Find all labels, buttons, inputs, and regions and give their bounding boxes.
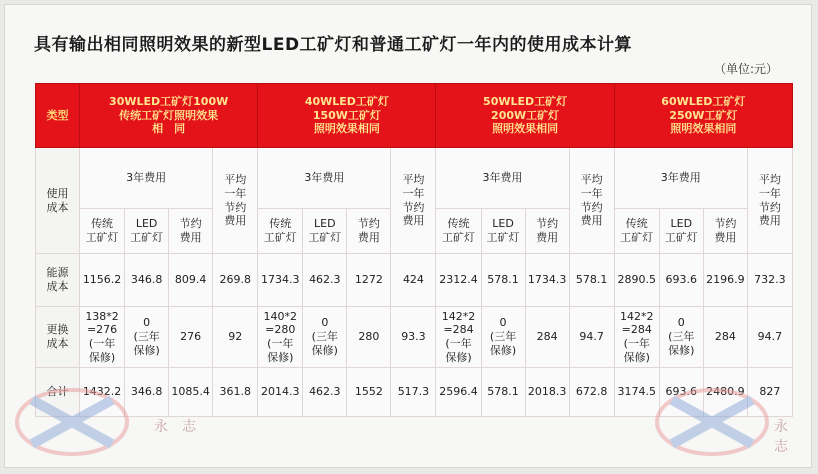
cell-line: 费用: [402, 214, 425, 228]
cell-line: 150W工矿灯: [312, 108, 381, 122]
cell-line: 578.1: [487, 385, 519, 399]
cell-line: 费用: [758, 214, 781, 228]
energy-cost-row: [36, 254, 793, 307]
cell-line: 2312.4: [439, 273, 478, 287]
cell-line: (三年: [668, 330, 695, 344]
group-header: [258, 84, 436, 148]
avg-annual-saving-header: [213, 148, 258, 254]
value-cell-avg: [391, 368, 436, 417]
value-cell-led: [303, 307, 347, 368]
cell-line: 0: [321, 316, 329, 330]
group-header: [80, 84, 258, 148]
cell-line: 工矿灯: [263, 231, 297, 244]
cell-line: 费用: [179, 231, 202, 244]
cell-line: 462.3: [309, 273, 341, 287]
value-cell-trad: [436, 368, 481, 417]
saving-header: [703, 209, 747, 254]
cell-line: 280: [358, 330, 380, 344]
cell-line: 0: [143, 316, 151, 330]
cell-line: 361.8: [219, 385, 251, 399]
value-cell-avg: [213, 254, 258, 307]
value-cell-save: [525, 254, 569, 307]
avg-annual-saving-header: [747, 148, 792, 254]
cell-line: 2890.5: [617, 273, 656, 287]
cell-line: 2014.3: [261, 385, 300, 399]
led-lamp-header: [481, 209, 525, 254]
cell-line: 一年: [224, 186, 247, 200]
cell-line: 276: [180, 330, 202, 344]
row-label: [36, 307, 80, 368]
cell-line: 工矿灯: [85, 231, 119, 244]
avg-annual-saving-header: [391, 148, 436, 254]
cell-line: 142*2: [441, 309, 476, 323]
cell-line: (三年: [311, 330, 338, 344]
cell-line: 保修): [668, 343, 695, 357]
value-cell-avg: [569, 307, 614, 368]
cell-line: 1432.2: [82, 385, 122, 399]
cell-line: 693.6: [665, 385, 698, 399]
unit-note: （单位:元）: [713, 62, 778, 76]
value-cell-save: [169, 307, 213, 368]
cell-line: 517.3: [397, 385, 430, 399]
value-cell-led: [659, 368, 703, 417]
led-lamp-header: [125, 209, 169, 254]
cell-line: 工矿灯: [664, 231, 698, 244]
row-label: [36, 254, 80, 307]
value-cell-save: [703, 254, 747, 307]
cell-line: 40WLED工矿灯: [304, 94, 389, 108]
cell-line: 传统: [269, 217, 292, 231]
value-cell-save: [347, 254, 391, 307]
cell-line: 保修): [311, 343, 338, 357]
cell-line: 传统: [625, 217, 648, 231]
cell-line: (一年: [88, 337, 116, 350]
cell-line: 照明效果相同: [313, 122, 380, 136]
cell-line: 93.3: [401, 330, 426, 344]
cell-line: 费用: [536, 231, 559, 244]
value-cell-trad: [614, 307, 659, 368]
cell-line: 工矿灯: [130, 231, 164, 244]
cell-line: 809.4: [174, 273, 207, 287]
cell-line: 50WLED工矿灯: [483, 94, 568, 108]
cell-line: LED: [492, 217, 514, 231]
cell-line: 节约: [580, 200, 603, 214]
three-year-header: 3年费用: [80, 148, 213, 209]
cell-line: 更换: [46, 323, 69, 337]
cell-line: 节约: [402, 200, 425, 214]
cell-line: 工矿灯: [442, 231, 475, 244]
value-cell-led: [659, 307, 703, 368]
traditional-lamp-header: [80, 209, 125, 254]
cell-line: LED: [314, 217, 336, 231]
saving-header: [169, 209, 213, 254]
cell-line: 346.8: [130, 385, 163, 399]
cell-line: 保修): [267, 350, 294, 364]
cell-line: 462.3: [309, 385, 341, 399]
cell-line: 284: [536, 330, 558, 344]
cell-line: 2480.9: [706, 385, 745, 399]
value-cell-trad: [80, 307, 125, 368]
cell-line: 424: [402, 273, 424, 287]
cell-line: 传统: [447, 217, 470, 231]
value-cell-save: [703, 368, 747, 417]
value-cell-led: [303, 254, 347, 307]
cell-line: 30WLED工矿灯100W: [109, 94, 229, 108]
cell-line: 一年: [580, 186, 603, 200]
cell-line: 827: [759, 385, 781, 399]
cell-line: 平均: [758, 173, 781, 186]
cell-line: LED: [135, 217, 158, 231]
cell-line: 传统: [91, 217, 114, 231]
cell-line: 2596.4: [439, 385, 478, 399]
group-header: [436, 84, 614, 148]
cell-line: 照明效果相同: [670, 122, 737, 136]
document-frame: [4, 4, 812, 468]
cell-line: 节约: [179, 217, 202, 231]
cell-line: 费用: [224, 214, 247, 228]
cell-line: 578.1: [487, 273, 519, 287]
saving-header: [525, 209, 569, 254]
row-label-usage-cost: [36, 148, 80, 254]
value-cell-led: [125, 254, 169, 307]
three-year-header: 3年费用: [258, 148, 391, 209]
value-cell-trad: [614, 368, 659, 417]
cell-line: 节约: [714, 217, 737, 231]
cell-line: 346.8: [130, 273, 163, 287]
cell-line: 142*2: [619, 309, 654, 323]
value-cell-led: [125, 368, 169, 417]
value-cell-save: [525, 307, 569, 368]
cell-line: =280: [265, 323, 296, 337]
type-header: 类型: [36, 84, 80, 148]
cell-line: 保修): [133, 343, 160, 357]
value-cell-save: [347, 368, 391, 417]
watermark-text-right: 永 志: [774, 419, 802, 455]
cell-line: 578.1: [575, 273, 608, 287]
cell-line: 693.6: [665, 273, 698, 287]
watermark-text-left: 永 志: [154, 419, 196, 435]
value-cell-trad: [258, 307, 303, 368]
cell-line: 成本: [46, 200, 69, 214]
cell-line: 一年: [758, 186, 781, 200]
cell-line: 3174.5: [617, 385, 656, 399]
cell-line: (一年: [445, 337, 472, 350]
value-cell-avg: [747, 368, 792, 417]
cell-line: 成本: [46, 337, 69, 350]
traditional-lamp-header: [258, 209, 303, 254]
cell-line: 能源: [46, 266, 69, 280]
value-cell-avg: [391, 254, 436, 307]
cell-line: =284: [443, 323, 474, 337]
cell-line: 1085.4: [171, 385, 210, 399]
cell-line: 节约: [357, 217, 380, 231]
cell-line: 2196.9: [706, 273, 745, 287]
cell-line: LED: [670, 217, 693, 231]
value-cell-trad: [614, 254, 659, 307]
value-cell-trad: [436, 307, 481, 368]
value-cell-trad: [436, 254, 481, 307]
cell-line: 94.7: [579, 330, 604, 344]
value-cell-avg: [569, 368, 614, 417]
cell-line: 平均: [580, 173, 603, 186]
cost-table: [35, 83, 793, 417]
traditional-lamp-header: [614, 209, 659, 254]
cell-line: (三年: [489, 330, 517, 344]
value-cell-led: [481, 254, 525, 307]
value-cell-led: [303, 368, 347, 417]
cell-line: 工矿灯: [486, 231, 520, 244]
cell-line: 成本: [46, 280, 69, 293]
cell-line: 保修): [445, 350, 472, 364]
cell-line: =284: [621, 323, 652, 337]
value-cell-save: [169, 254, 213, 307]
cell-line: 1156.2: [82, 273, 122, 287]
cell-line: 合计: [46, 385, 69, 399]
value-cell-avg: [747, 307, 792, 368]
cell-line: 照明效果相同: [492, 122, 559, 136]
value-cell-save: [169, 368, 213, 417]
cell-line: 1734.3: [261, 273, 300, 287]
cell-line: (一年: [623, 337, 650, 350]
cell-line: 平均: [402, 173, 425, 186]
cell-line: 保修): [623, 350, 650, 364]
value-cell-avg: [569, 254, 614, 307]
cell-line: 节约: [536, 217, 559, 231]
cell-line: 94.7: [757, 330, 783, 344]
cell-line: 2018.3: [527, 385, 567, 399]
cell-line: (三年: [133, 330, 160, 344]
cell-line: 工矿灯: [308, 231, 342, 244]
cell-line: 60WLED工矿灯: [661, 94, 746, 108]
cell-line: (一年: [267, 337, 294, 350]
cell-line: 0: [499, 316, 507, 330]
value-cell-led: [481, 307, 525, 368]
cell-line: 工矿灯: [620, 231, 654, 244]
cell-line: 节约: [758, 200, 781, 214]
group-header: [614, 84, 792, 148]
cell-line: 0: [677, 316, 685, 330]
cell-line: =276: [86, 323, 118, 337]
value-cell-save: [525, 368, 569, 417]
value-cell-trad: [258, 368, 303, 417]
cell-line: 92: [228, 330, 243, 344]
cell-line: 732.3: [754, 273, 786, 287]
led-lamp-header: [659, 209, 703, 254]
value-cell-led: [481, 368, 525, 417]
led-lamp-header: [303, 209, 347, 254]
cell-line: 保修): [88, 350, 116, 364]
three-year-header: 3年费用: [614, 148, 747, 209]
cell-line: 使用: [46, 186, 69, 200]
cell-line: 保修): [489, 343, 517, 357]
traditional-lamp-header: [436, 209, 481, 254]
value-cell-avg: [391, 307, 436, 368]
cell-line: 269.8: [219, 273, 251, 287]
cell-line: 1552: [354, 385, 383, 399]
cell-line: 相 同: [152, 122, 186, 136]
value-cell-save: [347, 307, 391, 368]
three-year-header: 3年费用: [436, 148, 569, 209]
cell-line: 1272: [354, 273, 383, 287]
value-cell-avg: [213, 368, 258, 417]
cell-line: 费用: [714, 231, 737, 244]
cell-line: 138*2: [85, 309, 119, 323]
cell-line: 250W工矿灯: [669, 108, 738, 122]
value-cell-avg: [747, 254, 792, 307]
value-cell-trad: [80, 254, 125, 307]
cell-line: 140*2: [263, 309, 298, 323]
cell-line: 费用: [580, 214, 603, 228]
avg-annual-saving-header: [569, 148, 614, 254]
cell-line: 284: [714, 330, 736, 344]
replacement-cost-row: [36, 307, 793, 368]
cell-line: 672.8: [575, 385, 608, 399]
cell-line: 一年: [402, 186, 425, 200]
cell-line: 费用: [357, 231, 380, 244]
value-cell-trad: [80, 368, 125, 417]
saving-header: [347, 209, 391, 254]
cell-line: 平均: [224, 173, 247, 186]
value-cell-led: [659, 254, 703, 307]
cell-line: 200W工矿灯: [491, 108, 560, 122]
total-row: [36, 368, 793, 417]
cell-line: 传统工矿灯照明效果: [119, 108, 219, 122]
cell-line: 1734.3: [527, 273, 567, 287]
value-cell-trad: [258, 254, 303, 307]
page-title: 具有输出相同照明效果的新型LED工矿灯和普通工矿灯一年内的使用成本计算: [34, 35, 633, 55]
cell-line: 节约: [224, 200, 247, 214]
row-label: [36, 368, 80, 417]
value-cell-avg: [213, 307, 258, 368]
value-cell-save: [703, 307, 747, 368]
value-cell-led: [125, 307, 169, 368]
